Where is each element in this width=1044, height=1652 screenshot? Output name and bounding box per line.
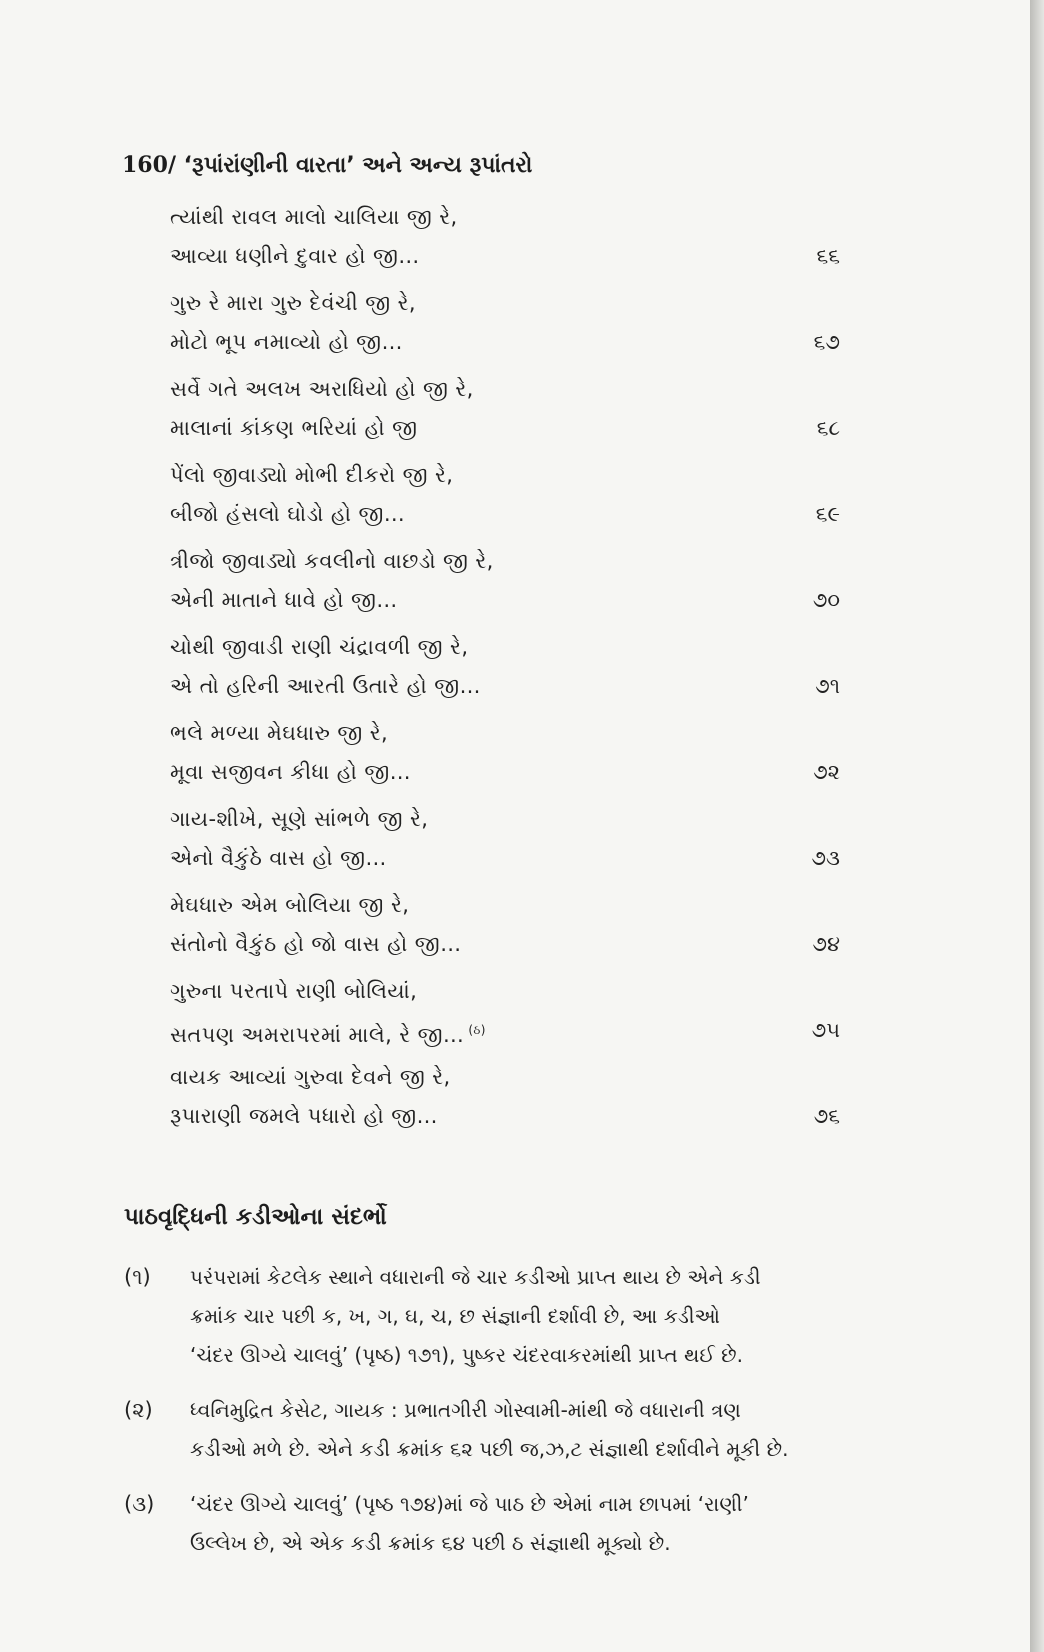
stanza [170, 628, 840, 714]
stanza-line-2-text: સતપણ અમરાપરમાં માલે, રે જી… [170, 1023, 465, 1047]
note-body [190, 1258, 924, 1375]
stanza-line-2: બીજો હંસલો ઘોડો હો જી… [170, 502, 406, 526]
note-line: ‘ચંદર ઊગ્યે ચાલવું’ (પૃષ્ઠ) ૧૭૧), પુષ્કર ચંદરવાકરમાંથી પ્રાપ્ત થઈ છે. [190, 1343, 743, 1367]
stanza-number: ૭૦ [812, 588, 840, 612]
stanza-line-1: ગુરુના પરતાપે રાણી બોલિયાં, [170, 979, 418, 1003]
stanza-number: ૬૭ [813, 330, 840, 354]
stanza-number: ૭૬ [813, 1104, 840, 1128]
note-line: ધ્વનિમુદ્રિત કેસેટ, ગાયક : પ્રભાતગીરી ગોસ્વામી-માંથી જે વધારાની ત્રણ [190, 1398, 741, 1422]
stanza-number: ૬૮ [816, 416, 840, 440]
stanza-line-2: એનો વૈકુંઠે વાસ હો જી… [170, 846, 387, 870]
stanza-line-1: ત્યાંથી રાવલ માલો ચાલિયા જી રે, [170, 205, 458, 229]
note-mark: (૨) [124, 1398, 153, 1422]
stanza-line-2: મૂવા સજીવન કીધા હો જી… [170, 760, 412, 784]
stanza [170, 886, 840, 972]
stanza-line-2: એ તો હરિની આરતી ઉતારે હો જી… [170, 674, 481, 698]
note-body [190, 1485, 924, 1563]
page-edge-shadow [1030, 0, 1044, 1652]
note-line: પરંપરામાં કેટલેક સ્થાને વધારાની જે ચાર કડીઓ પ્રાપ્ત થાય છે એને કડી [190, 1265, 761, 1289]
note-mark: (૩) [124, 1492, 155, 1516]
stanza [170, 1058, 840, 1144]
stanza-line-1: પેંલો જીવાડ્યો મોભી દીકરો જી રે, [170, 463, 454, 487]
note-body [190, 1391, 924, 1469]
stanza-line-1: વાયક આવ્યાં ગુરુવા દેવને જી રે, [170, 1065, 451, 1089]
stanza-line-1: ચોથી જીવાડી રાણી ચંદ્રાવળી જી રે, [170, 635, 469, 659]
stanza-line-1: ગાય-શીખે, સૂણે સાંભળે જી રે, [170, 807, 429, 831]
stanza-line-1: સર્વે ગતે અલખ અરાધિયો હો જી રે, [170, 377, 474, 401]
stanza-line-2: માલાનાં કાંકણ ભરિયાં હો જી [170, 416, 418, 440]
notes-list [124, 1258, 924, 1579]
note-item [124, 1485, 924, 1563]
note-line: ‘ચંદર ઊગ્યે ચાલવું’ (પૃષ્ઠ ૧૭૪)માં જે પાઠ છે એમાં નામ છાપમાં ‘રાણી’ [190, 1492, 749, 1516]
stanza [170, 972, 840, 1058]
stanza-line-1: મેઘધારુ એમ બોલિયા જી રે, [170, 893, 410, 917]
stanza-line-2 [170, 1011, 840, 1050]
stanza-number: ૭૨ [813, 760, 840, 784]
note-line: ક્રમાંક ચાર પછી ક, ખ, ગ, ઘ, ચ, છ સંજ્ઞાની દર્શાવી છે, આ કડીઓ [190, 1304, 720, 1328]
note-item [124, 1391, 924, 1469]
stanza-line-2: મોટો ભૂપ નમાવ્યો હો જી… [170, 330, 403, 354]
stanza-line-1: ત્રીજો જીવાડ્યો કવલીનો વાછડો જી રે, [170, 549, 494, 573]
stanza-line-1: ભલે મળ્યા મેઘધારુ જી રે, [170, 721, 389, 745]
stanza [170, 542, 840, 628]
header-separator: / [167, 153, 184, 178]
note-line: કડીઓ મળે છે. એને કડી ક્રમાંક ૬૨ પછી જ,ઝ,ટ સંજ્ઞાથી દર્શાવીને મૂકી છે. [190, 1437, 789, 1461]
stanza [170, 370, 840, 456]
page-number: 160 [122, 152, 168, 178]
stanza-number: ૭૫ [811, 1018, 840, 1042]
stanza [170, 800, 840, 886]
stanza [170, 714, 840, 800]
note-mark: (૧) [124, 1265, 151, 1289]
header-title: ‘રૂપાંરાંણીની વારતા’ અને અન્ય રૂપાંતરો [183, 153, 533, 178]
poem-stanzas [170, 198, 840, 1144]
section-title: પાઠવૃદ્ધિની કડીઓના સંદર્ભો [124, 1204, 387, 1230]
stanza [170, 284, 840, 370]
stanza [170, 456, 840, 542]
stanza-number: ૭૩ [811, 846, 840, 870]
stanza-line-2: રૂપારાણી જમલે પધારો હો જી… [170, 1104, 438, 1128]
stanza-line-2: આવ્યા ધણીને દુવાર હો જી… [170, 244, 420, 268]
stanza [170, 198, 840, 284]
stanza-number: ૭૪ [812, 932, 840, 956]
stanza-number: ૭૧ [815, 674, 840, 698]
stanza-line-2: સંતોનો વૈકુંઠ હો જો વાસ હો જી… [170, 932, 462, 956]
note-line: ઉલ્લેખ છે, એ એક કડી ક્રમાંક ૬૪ પછી ઠ સંજ્ઞાથી મૂક્યો છે. [190, 1531, 671, 1555]
footnote-marker: (ઠ) [468, 1023, 486, 1037]
stanza-number: ૬૯ [815, 502, 840, 526]
stanza-number: ૬૬ [816, 244, 840, 268]
stanza-line-1: ગુરુ રે મારા ગુરુ દેવંચી જી રે, [170, 291, 416, 315]
note-item [124, 1258, 924, 1375]
stanza-line-2: એની માતાને ધાવે હો જી… [170, 588, 398, 612]
running-header [122, 152, 532, 178]
